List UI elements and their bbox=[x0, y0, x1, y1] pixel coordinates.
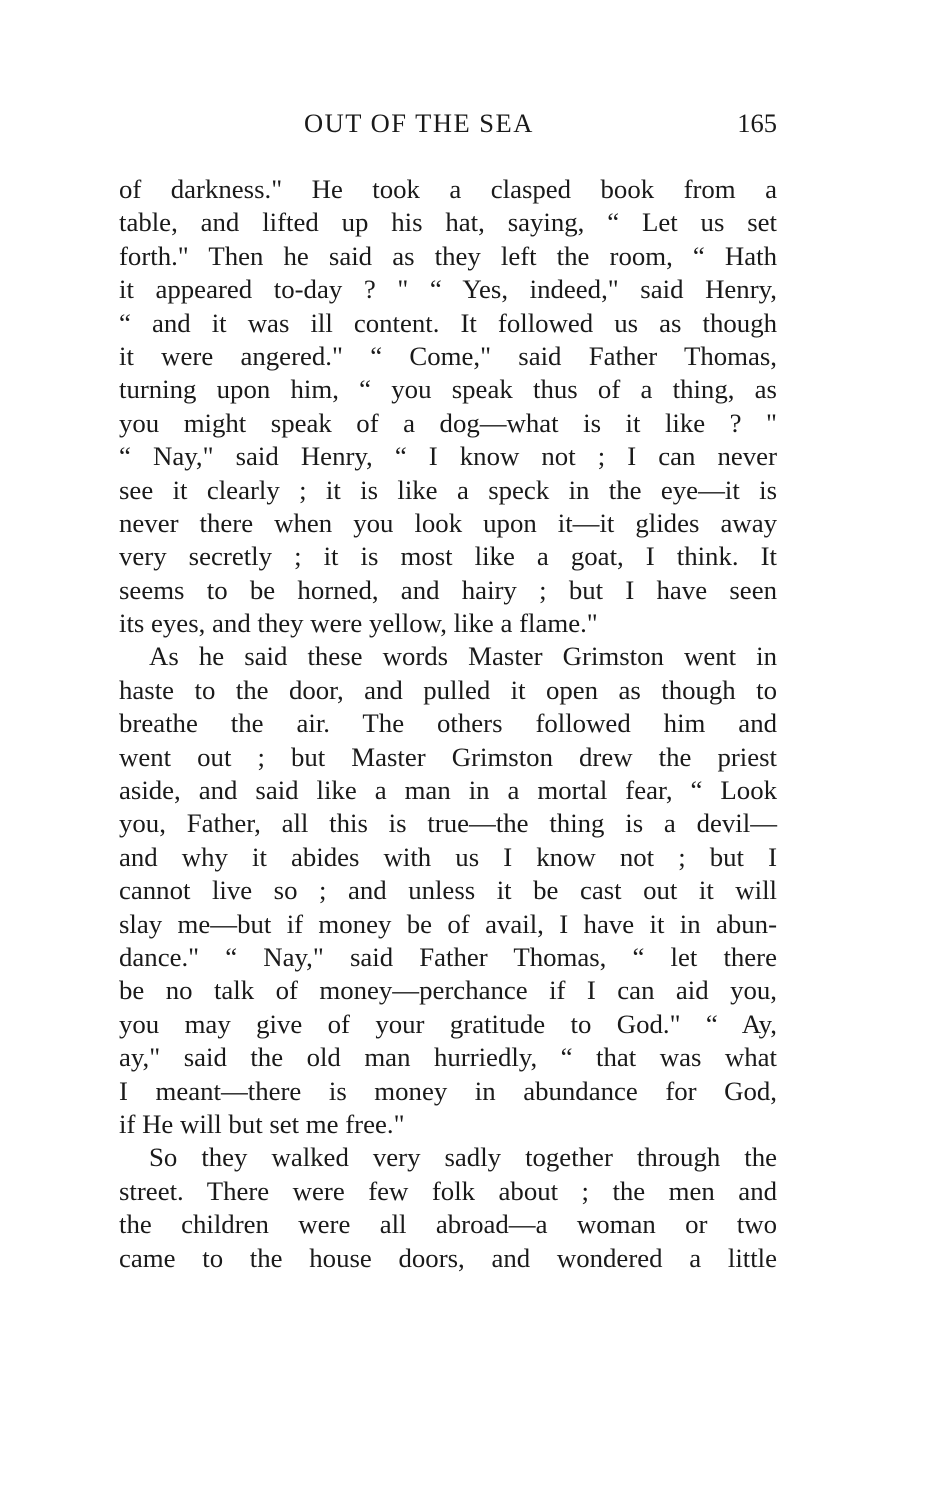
text-line: its eyes, and they were yellow, like a flame." bbox=[119, 608, 598, 639]
text-line: the children were all abroad—a woman or two bbox=[119, 1209, 777, 1240]
text-line: “ Nay," said Henry, “ I know not ; I can never bbox=[119, 441, 777, 472]
text-line: cannot live so ; and unless it be cast out it will bbox=[119, 875, 777, 906]
text-line: I meant—there is money in abundance for God, bbox=[119, 1075, 777, 1106]
running-head bbox=[119, 108, 777, 148]
text-line: breathe the air. The others followed him and bbox=[119, 708, 777, 739]
book-page bbox=[119, 108, 777, 1275]
text-line: you may give of your gratitude to God." “ Ay, bbox=[119, 1008, 777, 1039]
text-line: never there when you look upon it—it glides away bbox=[119, 507, 777, 538]
text-line: ay," said the old man hurriedly, “ that was what bbox=[119, 1042, 777, 1073]
text-line: seems to be horned, and hairy ; but I have seen bbox=[119, 574, 777, 605]
text-line: came to the house doors, and wondered a little bbox=[119, 1242, 777, 1273]
text-line: “ and it was ill content. It followed us as though bbox=[119, 307, 777, 338]
text-line: street. There were few folk about ; the men and bbox=[119, 1175, 777, 1206]
text-line: you, Father, all this is true—the thing is a devil— bbox=[119, 808, 777, 839]
text-line: As he said these words Master Grimston went in bbox=[149, 641, 777, 672]
text-line: if He will but set me free." bbox=[119, 1108, 405, 1139]
text-line: dance." “ Nay," said Father Thomas, “ let there bbox=[119, 941, 777, 972]
body-text bbox=[119, 173, 777, 1275]
text-line: haste to the door, and pulled it open as though to bbox=[119, 674, 777, 705]
text-line: table, and lifted up his hat, saying, “ Let us set bbox=[119, 207, 777, 238]
text-line: aside, and said like a man in a mortal fear, “ Look bbox=[119, 775, 777, 806]
text-line: slay me—but if money be of avail, I have it in abun- bbox=[119, 908, 777, 939]
page-number: 165 bbox=[737, 108, 777, 138]
text-line: of darkness." He took a clasped book from a bbox=[119, 174, 777, 204]
text-line: be no talk of money—perchance if I can aid you, bbox=[119, 975, 777, 1006]
text-line: forth." Then he said as they left the room, “ Hath bbox=[119, 240, 777, 271]
running-title: OUT OF THE SEA bbox=[304, 108, 534, 138]
text-line: see it clearly ; it is like a speck in the eye—it is bbox=[119, 474, 777, 505]
text-line: you might speak of a dog—what is it like ? " bbox=[119, 407, 777, 438]
text-line: it were angered." “ Come," said Father Thomas, bbox=[119, 340, 777, 371]
text-line: So they walked very sadly together through the bbox=[149, 1142, 777, 1173]
text-line: and why it abides with us I know not ; but I bbox=[119, 841, 777, 872]
text-line: turning upon him, “ you speak thus of a thing, as bbox=[119, 374, 777, 405]
text-line: very secretly ; it is most like a goat, I think. It bbox=[119, 541, 777, 572]
text-line: went out ; but Master Grimston drew the priest bbox=[119, 741, 777, 772]
text-line: it appeared to-day ? " “ Yes, indeed," said Henry, bbox=[119, 274, 777, 305]
